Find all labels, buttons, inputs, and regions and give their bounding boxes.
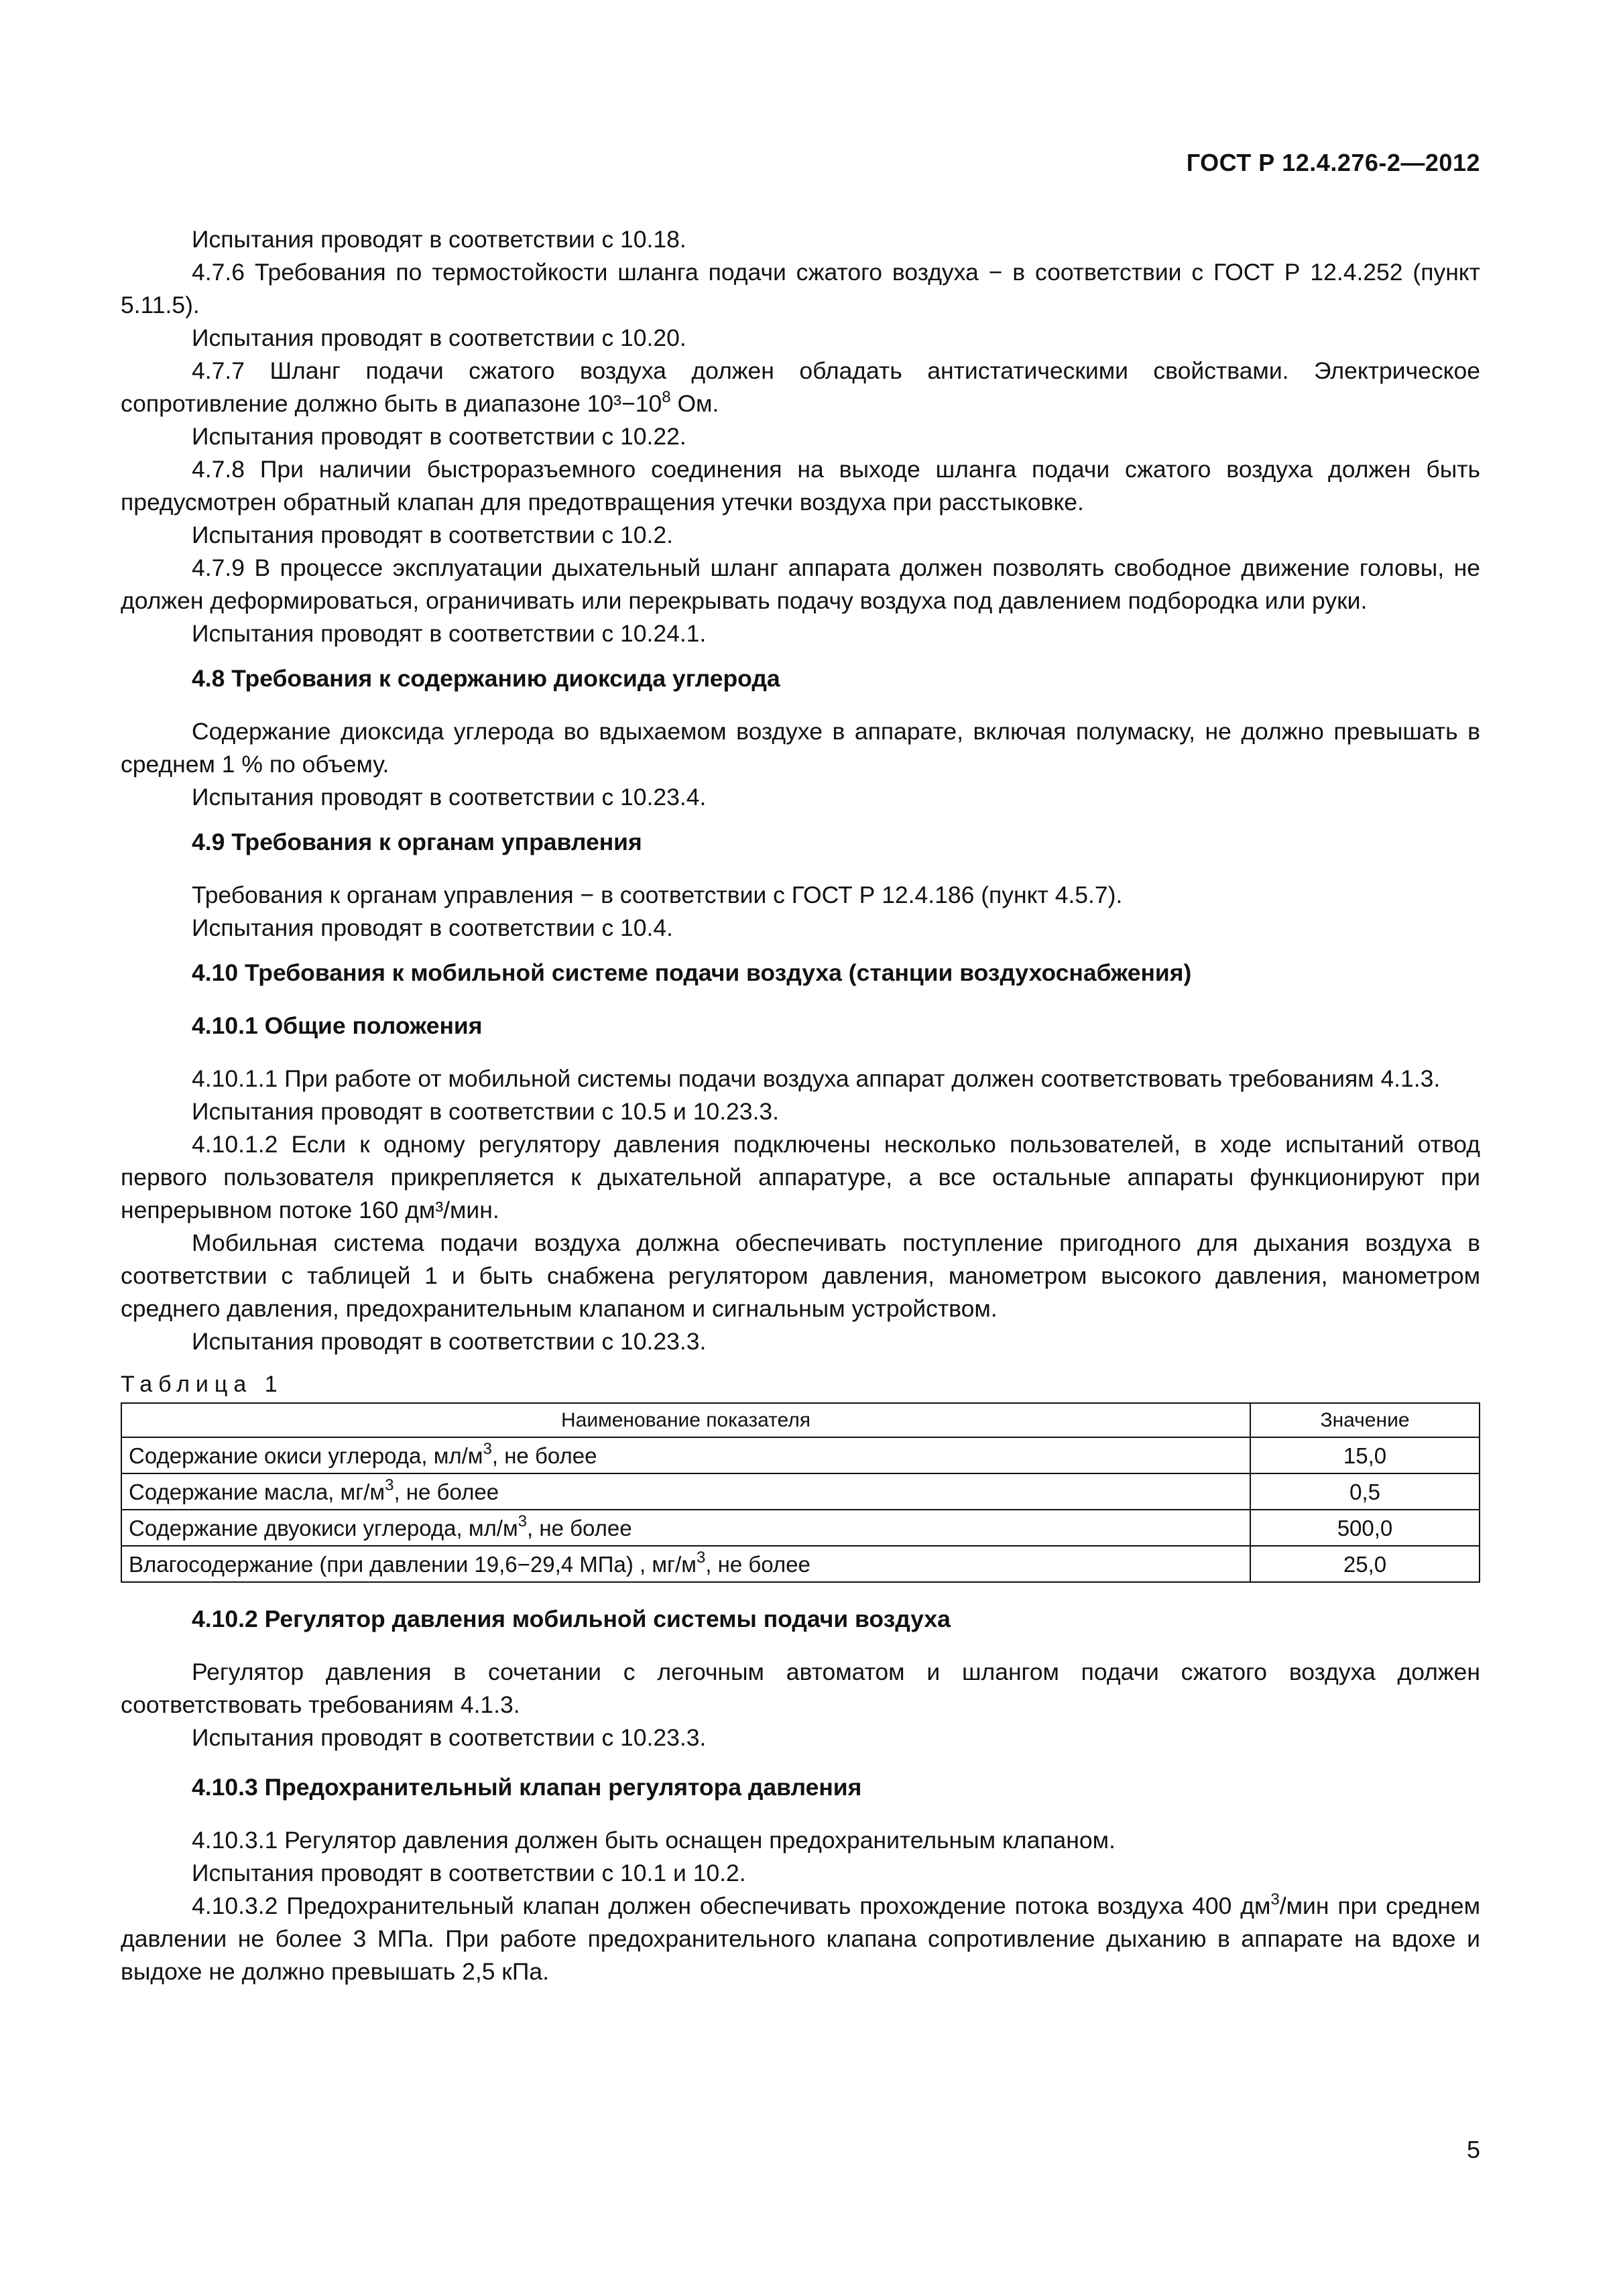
table-row	[121, 1473, 1480, 1510]
table-row	[121, 1546, 1480, 1582]
column-header-name: Наименование показателя	[121, 1403, 1250, 1437]
cell-text: , не более	[394, 1479, 499, 1504]
table-cell-value: 0,5	[1250, 1473, 1480, 1510]
table-cell-name	[121, 1473, 1250, 1510]
table-cell-value: 25,0	[1250, 1546, 1480, 1582]
column-header-value: Значение	[1250, 1403, 1480, 1437]
section-heading: 4.9 Требования к органам управления	[192, 829, 642, 855]
table-header-row	[121, 1403, 1480, 1437]
superscript: 3	[483, 1439, 492, 1458]
paragraph: 4.7.9 В процессе эксплуатации дыхательный шланг аппарата должен позволять свободное движение головы, не должен деформироваться, ограничивать или перекрывать подачу воздуха под давлением подбородка или руки.	[121, 554, 1480, 614]
paragraph-text: /мин при среднем давлении не более 3 МПа. При работе предохранительного клапана сопротивление дыханию в аппарате на вдохе и выдохе не должно превышать 2,5 кПа.	[121, 1892, 1480, 1985]
superscript: 3	[518, 1512, 528, 1530]
section-heading: 4.10.1 Общие положения	[192, 1012, 483, 1039]
table-cell-name	[121, 1546, 1250, 1582]
paragraph: 4.10.3.1 Регулятор давления должен быть оснащен предохранительным клапаном.	[192, 1827, 1116, 1854]
section-heading: 4.10.2 Регулятор давления мобильной системы подачи воздуха	[192, 1606, 951, 1632]
superscript: 3	[385, 1475, 394, 1494]
paragraph-text: 4.7.7 Шланг подачи сжатого воздуха должен обладать антистатическими свойствами. Электрическое сопротивление должно быть в диапазоне 10³−10	[121, 357, 1480, 417]
table-row	[121, 1510, 1480, 1546]
paragraph	[121, 355, 1480, 420]
page-number: 5	[1466, 2136, 1480, 2163]
paragraph: Испытания проводят в соответствии с 10.5 и 10.23.3.	[192, 1098, 780, 1125]
document-code: ГОСТ Р 12.4.276-2—2012	[1186, 149, 1480, 176]
paragraph: Регулятор давления в сочетании с легочным автоматом и шлангом подачи сжатого воздуха должен соответствовать требованиям 4.1.3.	[121, 1658, 1480, 1718]
paragraph: 4.7.8 При наличии быстроразъемного соединения на выходе шланга подачи сжатого воздуха должен быть предусмотрен обратный клапан для предотвращения утечки воздуха при расстыковке.	[121, 456, 1480, 516]
cell-text: Влагосодержание (при давлении 19,6−29,4 МПа) , мг/м	[129, 1551, 697, 1577]
paragraph: Испытания проводят в соответствии с 10.23.4.	[192, 784, 707, 810]
cell-text: , не более	[491, 1443, 597, 1468]
paragraph: Испытания проводят в соответствии с 10.1 и 10.2.	[192, 1860, 746, 1886]
table-cell-name	[121, 1437, 1250, 1473]
cell-text: , не более	[705, 1551, 810, 1577]
section-heading: 4.8 Требования к содержанию диоксида углерода	[192, 665, 780, 692]
table-row	[121, 1437, 1480, 1473]
paragraph: Требования к органам управления − в соответствии с ГОСТ Р 12.4.186 (пункт 4.5.7).	[192, 882, 1123, 908]
paragraph: Испытания проводят в соответствии с 10.4.	[192, 914, 674, 941]
superscript: 3	[696, 1548, 706, 1567]
paragraph: Испытания проводят в соответствии с 10.20.	[192, 324, 686, 351]
paragraph: Испытания проводят в соответствии с 10.22.	[192, 423, 686, 450]
paragraph: Мобильная система подачи воздуха должна обеспечивать поступление пригодного для дыхания воздуха в соответствии с таблицей 1 и быть снабжена регулятором давления, манометром высокого давления, манометром среднего давления, предохранительным клапаном и сигнальным устройством.	[121, 1229, 1480, 1322]
section-heading: 4.10.3 Предохранительный клапан регулятора давления	[192, 1774, 862, 1801]
cell-text: Содержание окиси углерода, мл/м	[129, 1443, 483, 1468]
paragraph: Испытания проводят в соответствии с 10.23.3.	[192, 1328, 707, 1355]
superscript: 3	[1270, 1890, 1280, 1909]
paragraph-text: 4.10.3.2 Предохранительный клапан должен обеспечивать прохождение потока воздуха 400 дм	[192, 1892, 1271, 1919]
table-caption: Таблица 1	[121, 1372, 284, 1397]
table-cell-value: 15,0	[1250, 1437, 1480, 1473]
paragraph: 4.10.1.2 Если к одному регулятору давления подключены несколько пользователей, в ходе испытаний отвод первого пользователя прикрепляется к дыхательной аппаратуре, а все остальные аппараты функционируют при непрерывном потоке 160 дм³/мин.	[121, 1131, 1480, 1223]
cell-text: , не более	[527, 1515, 632, 1540]
data-table	[121, 1402, 1480, 1583]
paragraph: Испытания проводят в соответствии с 10.2.	[192, 522, 674, 548]
paragraph: Испытания проводят в соответствии с 10.23.3.	[192, 1724, 707, 1751]
paragraph: 4.7.6 Требования по термостойкости шланга подачи сжатого воздуха − в соответствии с ГОСТ Р 12.4.252 (пункт 5.11.5).	[121, 259, 1480, 318]
paragraph: 4.10.1.1 При работе от мобильной системы подачи воздуха аппарат должен соответствовать требованиям 4.1.3.	[192, 1065, 1441, 1092]
cell-text: Содержание масла, мг/м	[129, 1479, 385, 1504]
paragraph: Испытания проводят в соответствии с 10.24.1.	[192, 620, 707, 647]
table-cell-value: 500,0	[1250, 1510, 1480, 1546]
paragraph-text: Ом.	[670, 390, 719, 417]
paragraph: Содержание диоксида углерода во вдыхаемом воздухе в аппарате, включая полумаску, не должно превышать в среднем 1 % по объему.	[121, 718, 1480, 778]
paragraph	[121, 1890, 1480, 1988]
cell-text: Содержание двуокиси углерода, мл/м	[129, 1515, 518, 1540]
superscript: 8	[662, 388, 671, 406]
table-cell-name	[121, 1510, 1250, 1546]
document-body	[121, 223, 1480, 1988]
section-heading: 4.10 Требования к мобильной системе подачи воздуха (станции воздухоснабжения)	[192, 959, 1192, 986]
paragraph: Испытания проводят в соответствии с 10.18.	[192, 226, 686, 253]
